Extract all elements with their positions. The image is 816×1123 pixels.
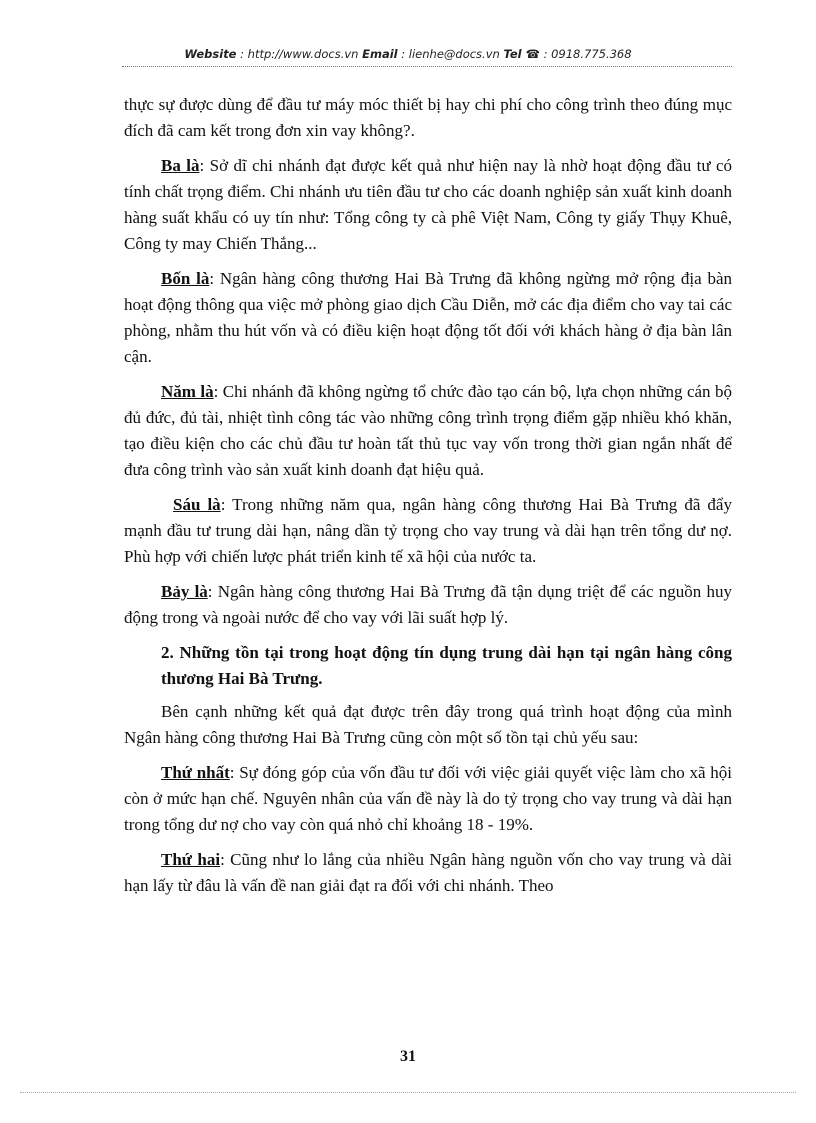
paragraph-text: : Ngân hàng công thương Hai Bà Trưng đã tận dụng triệt để các nguồn huy động trong và ngoài nước để cho vay với lãi suất hợp lý. xyxy=(124,582,733,627)
document-body xyxy=(124,92,732,908)
paragraph-lead: Sáu là xyxy=(173,495,221,514)
page-number: 31 xyxy=(400,1048,416,1065)
email-label: Email xyxy=(362,47,398,61)
email-value: : lienhe@docs.vn xyxy=(401,47,500,61)
paragraph-lead: Thứ nhất xyxy=(161,763,230,782)
section-heading: 2. Những tồn tại trong hoạt động tín dụng trung dài hạn tại ngân hàng công thương Hai Bà Trưng. xyxy=(161,643,732,688)
header-divider xyxy=(122,66,732,67)
paragraph-lead: Bốn là xyxy=(161,269,210,288)
tel-value: : 0918.775.368 xyxy=(543,47,632,61)
website-value: : http://www.docs.vn xyxy=(240,47,359,61)
paragraph-text: : Chi nhánh đã không ngừng tổ chức đào tạo cán bộ, lựa chọn những cán bộ đủ đức, đủ tài, nhiệt tình công tác vào những công trình trọng điểm gặp nhiều khó khăn, tạo điều kiện cho các chủ đầu tư hoàn tất thủ tục vay vốn trong thời gian ngắn nhất để đưa công trình vào sản xuất kinh doanh đạt hiệu quả. xyxy=(124,382,732,479)
page-header xyxy=(0,47,816,61)
paragraph-text: : Trong những năm qua, ngân hàng công thương Hai Bà Trưng đã đẩy mạnh đầu tư trung dài hạn, nâng dần tỷ trọng cho vay trung và dài hạn trên tổng dư nợ. Phù hợp với chiến lược phát triển kinh tế xã hội của nước ta. xyxy=(124,495,732,566)
paragraph-thu-hai xyxy=(124,847,732,899)
paragraph-nam-la xyxy=(124,379,732,483)
paragraph-lead: Thứ hai xyxy=(161,850,221,869)
paragraph-bay-la xyxy=(124,579,732,631)
paragraph-bon-la xyxy=(124,266,732,370)
footer-divider xyxy=(20,1092,796,1093)
paragraph-continuation: thực sự được dùng để đầu tư máy móc thiết bị hay chi phí cho công trình theo đúng mục đích đã cam kết trong đơn xin vay không?. xyxy=(124,95,732,140)
tel-label: Tel ☎ xyxy=(503,47,540,61)
paragraph-lead: Bảy là xyxy=(161,582,208,601)
paragraph-text: : Sự đóng góp của vốn đầu tư đối với việc giải quyết việc làm cho xã hội còn ở mức hạn chế. Nguyên nhân của vấn đề này là do tỷ trọng cho vay trung và dài hạn trong tổng dư nợ cho vay còn quá nhỏ chỉ khoảng 18 - 19%. xyxy=(124,763,732,834)
paragraph-thu-nhat xyxy=(124,760,732,838)
paragraph-lead: Năm là xyxy=(161,382,214,401)
website-label: Website xyxy=(184,47,237,61)
paragraph-sau-la xyxy=(124,492,732,570)
paragraph-text: : Ngân hàng công thương Hai Bà Trưng đã không ngừng mở rộng địa bàn hoạt động thông qua việc mở phòng giao dịch Cầu Diễn, mở các địa điểm cho vay tai các phòng, nhằm thu hút vốn và có điều kiện hoạt động tốt đối với khách hàng ở địa bàn lân cận. xyxy=(124,269,732,366)
paragraph-intro: Bên cạnh những kết quả đạt được trên đây trong quá trình hoạt động của mình Ngân hàng công thương Hai Bà Trưng cũng còn một số tồn tại chủ yếu sau: xyxy=(124,702,732,747)
paragraph-lead: Ba là xyxy=(161,156,200,175)
paragraph-ba-la xyxy=(124,153,732,257)
paragraph-text: : Cũng như lo lắng của nhiều Ngân hàng nguồn vốn cho vay trung và dài hạn lấy từ đâu là vấn đề nan giải đạt ra đối với chi nhánh. Theo xyxy=(124,850,732,895)
paragraph-text: : Sở dĩ chi nhánh đạt được kết quả như hiện nay là nhờ hoạt động đầu tư có tính chất trọng điểm. Chi nhánh ưu tiên đầu tư cho các doanh nghiệp sản xuất kinh doanh hàng suất khẩu có uy tín như: Tổng công ty cà phê Việt Nam, Công ty giấy Thụy Khuê, Công ty may Chiến Thắng... xyxy=(124,156,733,253)
